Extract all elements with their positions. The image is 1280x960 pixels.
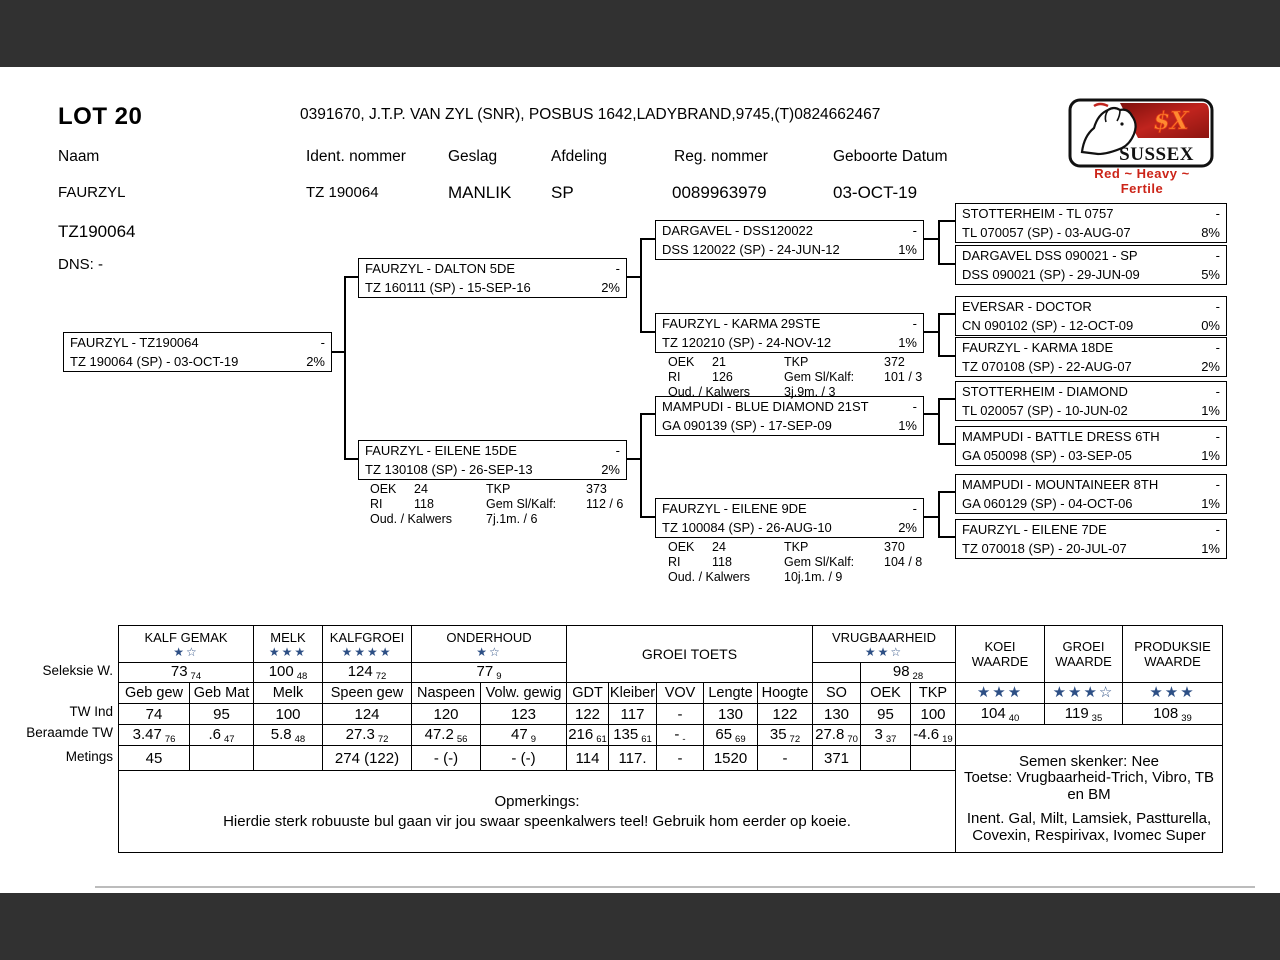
stat-value: 21 — [712, 355, 726, 369]
row-label-tw-ind: TW Ind — [69, 704, 113, 719]
animal-id: TZ 120210 (SP) - 24-NOV-12 — [662, 335, 832, 350]
pedigree-box-gen3-5 — [955, 381, 1227, 421]
dash: - — [320, 335, 325, 350]
animal-id: TZ 100084 (SP) - 26-AUG-10 — [662, 520, 832, 535]
pedigree-box-dam-dam — [655, 498, 924, 538]
stat-label: TKP — [486, 482, 511, 496]
beraamde-tw-row — [119, 725, 1223, 746]
animal-name: MAMPUDI - BATTLE DRESS 6TH — [962, 429, 1160, 444]
stat-value: 10j.1m. / 9 — [784, 570, 843, 584]
inbreeding-pct: 2% — [1201, 359, 1220, 374]
pedigree-line — [625, 276, 640, 278]
label-geboorte-datum: Geboorte Datum — [833, 148, 948, 165]
pedigree-line — [940, 313, 955, 315]
pedigree-box-gen3-2 — [955, 245, 1227, 285]
meting-cell: - — [657, 746, 704, 771]
footer-divider — [95, 886, 1255, 888]
stat-value: 7j.1m. / 6 — [486, 512, 538, 526]
meting-cell: 114 — [567, 746, 609, 771]
stat-label: OEK — [668, 355, 695, 369]
stats-dam — [370, 482, 630, 527]
group-label: KALFGROEI — [329, 629, 405, 645]
group-groei-waarde: GROEI WAARDE — [1045, 626, 1123, 683]
seleksie-kalf-gemak: 73 $_{74}$ — [119, 663, 254, 683]
btw-cell: 27.3 $_{72}$ — [323, 725, 412, 746]
pedigree-line — [938, 398, 940, 445]
pedigree-line — [346, 458, 358, 460]
col-geb-gew: Geb gew — [119, 683, 190, 704]
tw-cell: 120 — [412, 704, 481, 725]
col-oek: OEK — [861, 683, 911, 704]
star-rating: ★☆ — [173, 644, 199, 659]
inbreeding-pct: 5% — [1201, 267, 1220, 282]
btw-cell: 27.8 $_{70}$ — [813, 725, 861, 746]
pedigree-line — [940, 536, 955, 538]
stat-label: Oud. / Kalwers — [668, 570, 750, 584]
stat-value: 3j.9m. / 3 — [784, 385, 836, 399]
value-reg-nommer: 0089963979 — [672, 183, 767, 202]
animal-name: FAURZYL - EILENE 9DE — [662, 501, 807, 516]
group-kalf-gemak — [119, 626, 254, 663]
pedigree-box-gen3-1 — [955, 203, 1227, 243]
opmerkings-box — [119, 771, 956, 853]
animal-id: DSS 090021 (SP) - 29-JUN-09 — [962, 267, 1140, 282]
tw-cell: 100 — [911, 704, 956, 725]
tw-cell: 130 — [704, 704, 758, 725]
breeder-contact-line: 0391670, J.T.P. VAN ZYL (SNR), POSBUS 1642,LADYBRAND,9745,(T)0824662467 — [300, 106, 881, 123]
inbreeding-pct: 1% — [898, 335, 917, 350]
value-geboorte-datum: 03-OCT-19 — [833, 183, 918, 202]
stat-value: 104 / 8 — [884, 555, 923, 569]
label-geslag: Geslag — [448, 148, 498, 165]
animal-id: CN 090102 (SP) - 12-OCT-09 — [962, 318, 1134, 333]
pedigree-line — [625, 458, 640, 460]
btw-cell: 135 $_{61}$ — [609, 725, 657, 746]
label-reg-nommer: Reg. nommer — [674, 148, 768, 165]
stat-label: TKP — [784, 540, 809, 554]
animal-id: GA 050098 (SP) - 03-SEP-05 — [962, 448, 1132, 463]
dash: - — [1215, 299, 1220, 314]
row-label-seleksie: Seleksie W. — [42, 663, 113, 678]
inbreeding-pct: 2% — [601, 280, 620, 295]
stat-value: 126 — [712, 370, 733, 384]
dash: - — [615, 443, 620, 458]
opmerkings-title: Opmerkings: — [494, 792, 580, 810]
koei-waarde-value: 104 $_{40}$ — [956, 704, 1045, 725]
dash: - — [1215, 248, 1220, 263]
star-rating: ★☆ — [476, 644, 502, 659]
animal-code: TZ190064 — [58, 222, 136, 241]
stats-sire-dam — [668, 355, 928, 400]
value-naam: FAURZYL — [58, 184, 126, 201]
pedigree-line — [642, 413, 655, 415]
stat-label: Gem Sl/Kalf: — [486, 497, 557, 511]
tw-cell: 123 — [481, 704, 567, 725]
inbreeding-pct: 1% — [898, 242, 917, 257]
meting-cell: - — [758, 746, 813, 771]
value-ident-nommer: TZ 190064 — [306, 184, 379, 201]
col-naspeen: Naspeen — [412, 683, 481, 704]
stat-value: 24 — [712, 540, 726, 554]
pedigree-line — [922, 413, 938, 415]
group-label: MELK — [270, 629, 306, 645]
col-melk: Melk — [254, 683, 323, 704]
tw-cell: 124 — [323, 704, 412, 725]
meting-cell: 117. — [609, 746, 657, 771]
pedigree-box-sire — [358, 258, 627, 298]
col-lengte: Lengte — [704, 683, 758, 704]
inbreeding-pct: 2% — [306, 354, 325, 369]
pedigree-line — [642, 516, 655, 518]
animal-name: MAMPUDI - BLUE DIAMOND 21ST — [662, 399, 869, 414]
meting-cell: 45 — [119, 746, 190, 771]
pedigree-box-gen3-7 — [955, 474, 1227, 514]
group-onderhoud — [412, 626, 567, 663]
pedigree-line — [938, 491, 940, 538]
pedigree-box-gen3-8 — [955, 519, 1227, 559]
stat-value: 24 — [414, 482, 428, 496]
inbreeding-pct: 8% — [1201, 225, 1220, 240]
pedigree-line — [642, 238, 655, 240]
animal-id: TZ 130108 (SP) - 26-SEP-13 — [365, 462, 533, 477]
pedigree-box-gen3-3 — [955, 296, 1227, 336]
inent-line: Inent. Gal, Milt, Lamsiek, Pastturella, Covexin, Respirivax, Ivomec Super — [966, 810, 1212, 844]
stat-label: OEK — [370, 482, 397, 496]
btw-cell: .6 $_{47}$ — [190, 725, 254, 746]
tw-cell: 122 — [758, 704, 813, 725]
pedigree-box-gen3-4 — [955, 337, 1227, 377]
tw-cell: 95 — [190, 704, 254, 725]
animal-id: GA 060129 (SP) - 04-OCT-06 — [962, 496, 1133, 511]
dash: - — [1215, 429, 1220, 444]
metings-row — [119, 746, 1223, 771]
group-kalfgroei — [323, 626, 412, 663]
animal-id: TZ 070018 (SP) - 20-JUL-07 — [962, 541, 1127, 556]
seleksie-vrugbaarheid: 98 $_{28}$ — [861, 663, 956, 683]
animal-id: DSS 120022 (SP) - 24-JUN-12 — [662, 242, 840, 257]
stat-value: 373 — [586, 482, 607, 496]
pedigree-line — [938, 313, 940, 357]
dash: - — [912, 501, 917, 516]
animal-id: TL 070057 (SP) - 03-AUG-07 — [962, 225, 1131, 240]
animal-name: FAURZYL - EILENE 15DE — [365, 443, 517, 458]
pedigree-line — [344, 276, 346, 460]
tw-cell: 117 — [609, 704, 657, 725]
inbreeding-pct: 1% — [1201, 448, 1220, 463]
meting-cell: 371 — [813, 746, 861, 771]
pedigree-line — [922, 331, 938, 333]
performance-table — [118, 625, 1223, 853]
pedigree-box-subject — [63, 332, 332, 372]
group-header-row — [119, 626, 1223, 663]
pedigree-box-sire-sire — [655, 220, 924, 260]
animal-name: STOTTERHEIM - TL 0757 — [962, 206, 1114, 221]
pedigree-line — [922, 238, 938, 240]
pedigree-box-gen3-6 — [955, 426, 1227, 466]
stat-label: Gem Sl/Kalf: — [784, 370, 855, 384]
col-gdt: GDT — [567, 683, 609, 704]
dash: - — [1215, 522, 1220, 537]
tw-cell: 74 — [119, 704, 190, 725]
star-rating: ★★☆ — [864, 644, 904, 659]
pedigree-line — [346, 276, 358, 278]
tw-cell: 130 — [813, 704, 861, 725]
animal-name: EVERSAR - DOCTOR — [962, 299, 1092, 314]
inbreeding-pct: 0% — [1201, 318, 1220, 333]
col-kleiber: Kleiber — [609, 683, 657, 704]
btw-cell: 47 $_9$ — [481, 725, 567, 746]
animal-name: FAURZYL - KARMA 29STE — [662, 316, 821, 331]
col-so: SO — [813, 683, 861, 704]
label-ident-nommer: Ident. nommer — [306, 148, 406, 165]
group-melk — [254, 626, 323, 663]
animal-name: FAURZYL - TZ190064 — [70, 335, 199, 350]
pedigree-line — [640, 413, 642, 518]
viewer-bottom-bar — [0, 893, 1280, 960]
logo-sx-text: $X — [1153, 106, 1189, 135]
group-koei-waarde: KOEI WAARDE — [956, 626, 1045, 683]
logo-tagline: Red ~ Heavy ~ Fertile — [1094, 166, 1190, 196]
pedigree-line — [940, 355, 955, 357]
waarde-empty-strip — [956, 725, 1223, 746]
dash: - — [1215, 340, 1220, 355]
subheader-row — [119, 683, 1223, 704]
group-vrugbaarheid — [813, 626, 956, 663]
btw-cell: 35 $_{72}$ — [758, 725, 813, 746]
inbreeding-pct: 1% — [898, 418, 917, 433]
pedigree-line — [938, 220, 940, 265]
dash: - — [912, 399, 917, 414]
animal-name: FAURZYL - EILENE 7DE — [962, 522, 1107, 537]
sussex-logo — [1068, 98, 1216, 196]
meting-cell: 274 (122) — [323, 746, 412, 771]
meting-cell: - (-) — [412, 746, 481, 771]
inbreeding-pct: 1% — [1201, 403, 1220, 418]
pedigree-line — [940, 443, 955, 445]
dash: - — [912, 316, 917, 331]
stat-value: 118 — [414, 497, 434, 511]
dns-line: DNS: - — [58, 256, 103, 273]
seleksie-so-empty — [813, 663, 861, 683]
animal-id: GA 090139 (SP) - 17-SEP-09 — [662, 418, 832, 433]
logo-name-text: SUSSEX — [1119, 144, 1194, 165]
meting-cell — [861, 746, 911, 771]
stat-value: 118 — [712, 555, 732, 569]
stat-label: Gem Sl/Kalf: — [784, 555, 855, 569]
btw-cell: 47.2 $_{56}$ — [412, 725, 481, 746]
lot-number: LOT 20 — [58, 103, 143, 130]
produksie-waarde-value: 108 $_{39}$ — [1123, 704, 1223, 725]
meting-cell: 1520 — [704, 746, 758, 771]
btw-cell: 3 $_{37}$ — [861, 725, 911, 746]
group-produksie-waarde: PRODUKSIE WAARDE — [1123, 626, 1223, 683]
tw-cell: 95 — [861, 704, 911, 725]
stat-label: RI — [370, 497, 383, 511]
stats-dam-dam — [668, 540, 928, 585]
stat-value: 370 — [884, 540, 905, 554]
seleksie-onderhoud: 77 $_9$ — [412, 663, 567, 683]
stat-value: 112 / 6 — [586, 497, 624, 511]
stat-label: Oud. / Kalwers — [370, 512, 452, 526]
btw-cell: 5.8 $_{48}$ — [254, 725, 323, 746]
stat-label: OEK — [668, 540, 695, 554]
tw-ind-row — [119, 704, 1223, 725]
meting-cell: - (-) — [481, 746, 567, 771]
value-geslag: MANLIK — [448, 183, 512, 202]
dash: - — [912, 223, 917, 238]
btw-cell: -4.6 $_{19}$ — [911, 725, 956, 746]
col-vov: VOV — [657, 683, 704, 704]
tw-cell: 100 — [254, 704, 323, 725]
animal-name: FAURZYL - KARMA 18DE — [962, 340, 1114, 355]
pedigree-line — [940, 263, 955, 265]
btw-cell: - $_-$ — [657, 725, 704, 746]
btw-cell: 3.47 $_{76}$ — [119, 725, 190, 746]
col-geb-mat: Geb Mat — [190, 683, 254, 704]
toetse-line: Toetse: Vrugbaarheid-Trich, Vibro, TB en BM — [963, 769, 1215, 803]
animal-id: TZ 160111 (SP) - 15-SEP-16 — [365, 280, 531, 295]
stat-label: Oud. / Kalwers — [668, 385, 750, 399]
btw-cell: 65 $_{69}$ — [704, 725, 758, 746]
pedigree-line — [642, 331, 655, 333]
meting-cell — [911, 746, 956, 771]
animal-name: DARGAVEL - DSS120022 — [662, 223, 814, 238]
stat-label: TKP — [784, 355, 809, 369]
label-afdeling: Afdeling — [551, 148, 608, 165]
semen-skenker-line: Semen skenker: Nee — [1018, 752, 1160, 770]
animal-name: DARGAVEL DSS 090021 - SP — [962, 248, 1138, 263]
group-label: ONDERHOUD — [446, 629, 532, 645]
stat-label: RI — [668, 555, 681, 569]
pedigree-line — [922, 516, 938, 518]
dash: - — [1215, 206, 1220, 221]
row-label-beraamde-tw: Beraamde TW — [26, 725, 113, 740]
pedigree-box-dam-sire — [655, 396, 924, 436]
star-rating: ★★★ — [268, 644, 308, 659]
animal-id: TZ 190064 (SP) - 03-OCT-19 — [70, 354, 239, 369]
group-label: KALF GEMAK — [144, 629, 228, 645]
star-rating: ★★★★ — [341, 644, 393, 659]
groei-waarde-stars: ★★★☆ — [1045, 683, 1123, 704]
col-speen-gew: Speen gew — [323, 683, 412, 704]
seleksie-melk: 100 $_{48}$ — [254, 663, 323, 683]
produksie-waarde-stars: ★★★ — [1123, 683, 1223, 704]
pedigree-box-sire-dam — [655, 313, 924, 353]
animal-name: MAMPUDI - MOUNTAINEER 8TH — [962, 477, 1159, 492]
opmerkings-text: Hierdie sterk robuuste bul gaan vir jou swaar speenkalwers teel! Gebruik hom eerder op koeie. — [223, 812, 851, 830]
dash: - — [1215, 477, 1220, 492]
inbreeding-pct: 2% — [601, 462, 620, 477]
stat-value: 372 — [884, 355, 905, 369]
group-groei-toets: GROEI TOETS — [567, 626, 813, 683]
row-label-metings: Metings — [65, 749, 113, 764]
seleksie-kalfgroei: 124 $_{72}$ — [323, 663, 412, 683]
animal-name: FAURZYL - DALTON 5DE — [365, 261, 516, 276]
dash: - — [615, 261, 620, 276]
stat-value: 101 / 3 — [884, 370, 923, 384]
meting-cell — [254, 746, 323, 771]
group-label: VRUGBAARHEID — [831, 629, 937, 645]
inbreeding-pct: 1% — [1201, 541, 1220, 556]
tw-cell: - — [657, 704, 704, 725]
stat-label: RI — [668, 370, 681, 384]
inbreeding-pct: 2% — [898, 520, 917, 535]
groei-waarde-value: 119 $_{35}$ — [1045, 704, 1123, 725]
animal-name: STOTTERHEIM - DIAMOND — [962, 384, 1128, 399]
col-tkp: TKP — [911, 683, 956, 704]
value-afdeling: SP — [551, 183, 574, 202]
pedigree-box-dam — [358, 440, 627, 480]
health-info-box — [956, 746, 1223, 853]
animal-id: TZ 070108 (SP) - 22-AUG-07 — [962, 359, 1132, 374]
pedigree-line — [940, 491, 955, 493]
pedigree-line — [940, 220, 955, 222]
animal-id: TL 020057 (SP) - 10-JUN-02 — [962, 403, 1128, 418]
pedigree-line — [330, 351, 344, 353]
meting-cell — [190, 746, 254, 771]
pedigree-line — [940, 398, 955, 400]
btw-cell: 216 $_{61}$ — [568, 725, 607, 745]
koei-waarde-stars: ★★★ — [956, 683, 1045, 704]
tw-cell: 122 — [567, 704, 609, 725]
pedigree-line — [640, 238, 642, 333]
inbreeding-pct: 1% — [1201, 496, 1220, 511]
col-volw-gewig: Volw. gewig — [481, 683, 567, 704]
viewer-top-bar — [0, 0, 1280, 67]
dash: - — [1215, 384, 1220, 399]
label-naam: Naam — [58, 148, 100, 165]
col-hoogte: Hoogte — [758, 683, 813, 704]
